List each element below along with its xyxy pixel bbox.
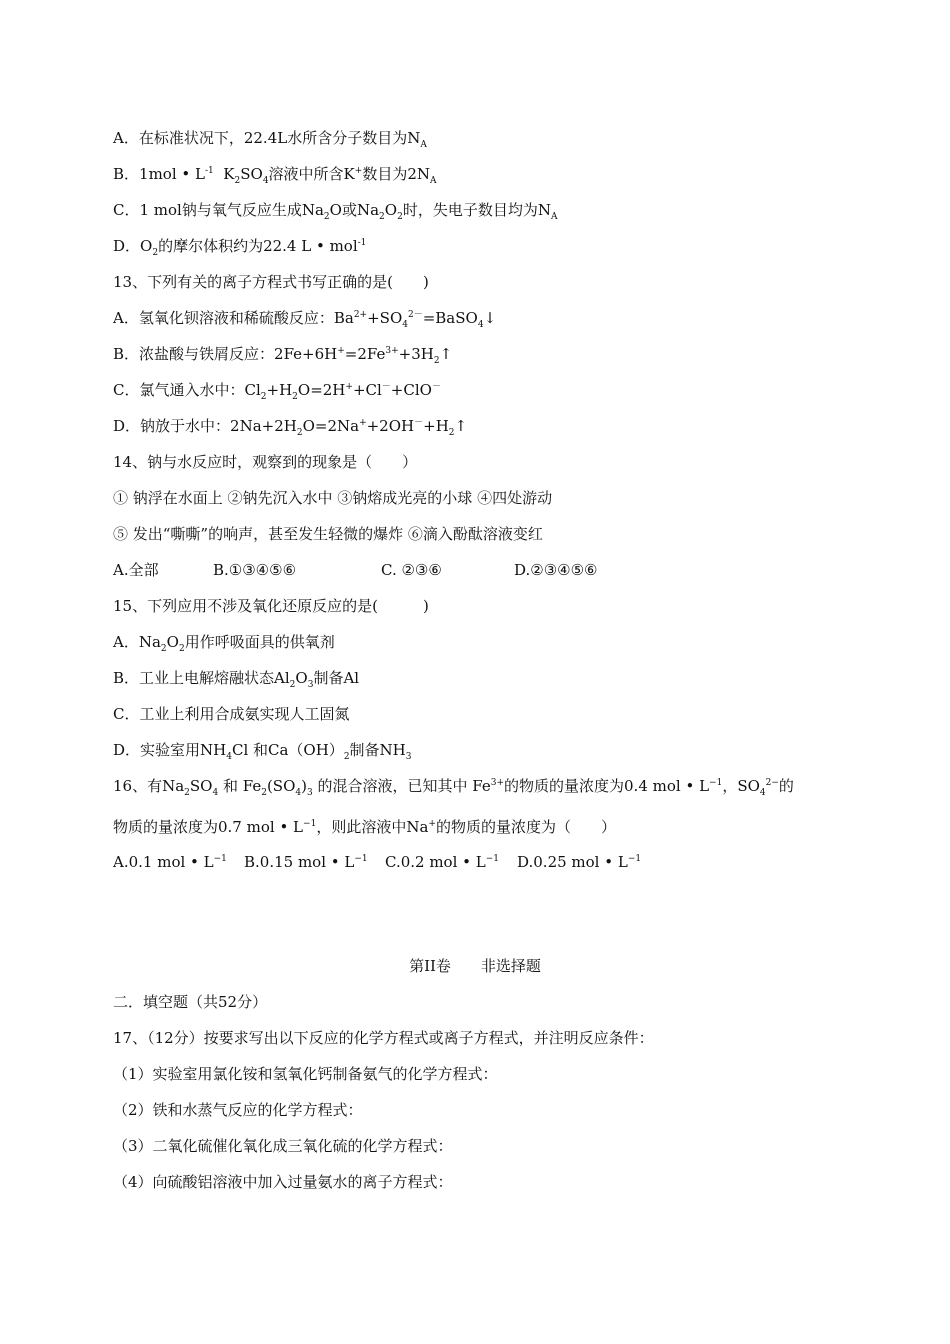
q12-option-d: D．$O_2$的摩尔体积约为22.4 L • mol$^{-1}$ (113, 237, 367, 258)
q15-stem: 15、下列应用不涉及氧化还原反应的是( ) (113, 597, 429, 615)
q13-option-d: D．钠放于水中：$2Na+2H_2O=2Na^++2OH^-+H_2↑$ (113, 417, 468, 438)
q14-phenomena-1: ① 钠浮在水面上 ②钠先沉入水中 ③钠熔成光亮的小球 ④四处游动 (113, 489, 553, 507)
q13-option-c: C．氯气通入水中：$Cl_2+H_2O=2H^++Cl^-+ClO^-$ (113, 381, 441, 402)
q15-option-a: A．$Na_2O_2$用作呼吸面具的供氧剂 (113, 633, 335, 654)
q14-choice-c: C. ②③⑥ (381, 561, 442, 579)
q14-choice-b: B.①③④⑤⑥ (213, 561, 297, 579)
q13-stem: 13、下列有关的离子方程式书写正确的是( ) (113, 273, 429, 291)
q14-stem: 14、钠与水反应时，观察到的现象是（ ） (113, 453, 418, 471)
q15-option-c: C．工业上利用合成氨实现人工固氮 (113, 705, 350, 723)
q17-stem: 17、（12分）按要求写出以下反应的化学方程式或离子方程式，并注明反应条件： (113, 1029, 654, 1047)
q17-sub-4: （4）向硫酸铝溶液中加入过量氨水的离子方程式： (113, 1173, 453, 1191)
q14-choice-a: A.全部 (113, 561, 159, 579)
q17-sub-1: （1）实验室用氯化铵和氢氧化钙制备氨气的化学方程式： (113, 1065, 498, 1083)
q17-sub-3: （3）二氧化硫催化氧化成三氧化硫的化学方程式： (113, 1137, 453, 1155)
q16-stem-line2: 物质的量浓度为0.7 mol • $L^{-1}$，则此溶液中Na+的物质的量浓度为（ ） (113, 818, 616, 836)
q14-phenomena-2: ⑤ 发出“嘶嘶”的响声，甚至发生轻微的爆炸 ⑥滴入酚酞溶液变红 (113, 525, 543, 543)
q16-stem-line1: 16、有$Na_2SO_4$ 和 $Fe_2(SO_4)_3$ 的混合溶液，已知其中 $Fe^{3+}$的物质的量浓度为0.4 mol • $L^{-1}$，$SO_4^{2-}$的 (113, 777, 794, 798)
q14-choice-d: D.②③④⑤⑥ (514, 561, 598, 579)
q12-option-c: C．1 mol钠与氧气反应生成$Na_2O$或$Na_2O_2$时，失电子数目均为$N_A$ (113, 201, 558, 222)
q15-option-d: D．实验室用$NH_4Cl$ 和$Ca(OH)_2$制备$NH_3$ (113, 741, 412, 762)
section-title: 第II卷 非选择题 (409, 957, 541, 975)
q16-choices (113, 852, 840, 872)
q16-choice-d: D.0.25 mol • $L^{-1}$ (517, 853, 642, 871)
q14-choices (113, 560, 840, 580)
q16-choice-c: C.0.2 mol • $L^{-1}$ (385, 853, 500, 871)
q13-option-b: B．浓盐酸与铁屑反应：$2Fe+6H^+=2Fe^{3+}+3H_2↑$ (113, 345, 453, 366)
q12-option-b: B．1mol • $L^{-1}$ $K_2SO_4$溶液中所含K+数目为$2N_A$ (113, 165, 437, 186)
q16-choice-b: B.0.15 mol • $L^{-1}$ (244, 853, 368, 871)
section-part-heading: 二．填空题（共52分） (113, 993, 268, 1011)
q17-sub-2: （2）铁和水蒸气反应的化学方程式： (113, 1101, 363, 1119)
q13-option-a: A．氢氧化钡溶液和稀硫酸反应：$Ba^{2+}+SO_4^{2-}=BaSO_4↓$ (113, 309, 497, 330)
q15-option-b: B．工业上电解熔融状态$Al_2O_3$制备Al (113, 669, 360, 690)
q16-choice-a: A.0.1 mol • $L^{-1}$ (113, 853, 227, 871)
q12-option-a: A．在标准状况下，22.4L水所含分子数目为$N_A$ (113, 129, 427, 150)
